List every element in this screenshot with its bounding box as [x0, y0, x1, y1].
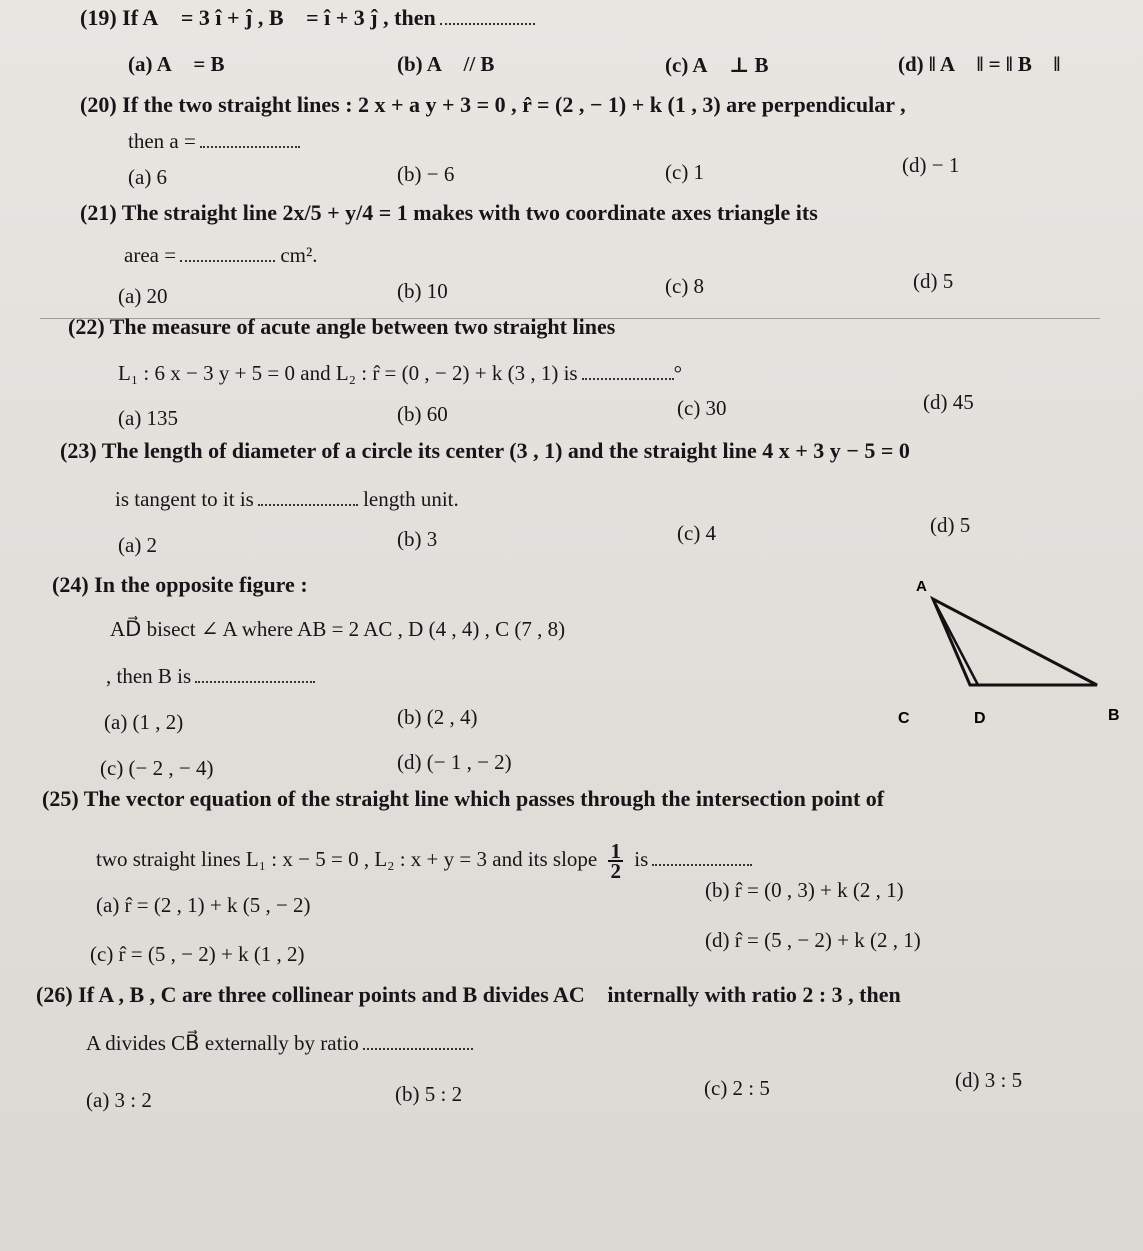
q21-stem-2-text: area = [124, 243, 177, 267]
q23-stem: (23) The length of diameter of a circle its center (3 , 1) and the straight line 4 x + 3 y − 5 = 0 [60, 438, 910, 463]
q21-option-a[interactable]: (a) 20 [118, 284, 168, 308]
q23-option-c[interactable]: (c) 4 [677, 521, 717, 545]
q24-option-d[interactable]: (d) (− 1 , − 2) [397, 750, 512, 774]
q24-stem-2: AD⃗ bisect ∠ A where AB = 2 AC , D (4 , 4) , C (7 , 8) [110, 617, 566, 641]
q24-option-a[interactable]: (a) (1 , 2) [104, 710, 184, 734]
triangle-outline [933, 599, 1097, 685]
q21-stem: (21) The straight line 2x/5 + y/4 = 1 makes with two coordinate axes triangle its [80, 200, 818, 225]
vertex-label-d: D [974, 710, 986, 725]
q22-blank [582, 364, 674, 380]
q26-stem: (26) If A , B , C are three collinear points and B divides AC⃗ internally with ratio 2 : 3 , then [36, 982, 901, 1007]
q19-option-b[interactable]: (b) A⃗ // B⃗ [397, 52, 511, 76]
q21-option-c[interactable]: (c) 8 [665, 274, 705, 298]
q21-option-d[interactable]: (d) 5 [913, 269, 954, 293]
q25-option-d[interactable]: (d) r̂ = (5 , − 2) + k (2 , 1) [705, 928, 921, 952]
q26-option-a[interactable]: (a) 3 : 2 [86, 1088, 152, 1112]
q21-blank [180, 246, 275, 262]
q24-blank [195, 667, 315, 683]
q19-option-a[interactable]: (a) A⃗ = B⃗ [128, 52, 241, 76]
q25-stem-2 [96, 839, 752, 883]
q20-stem-2 [128, 128, 300, 154]
q23-stem-2 [115, 486, 459, 512]
q26-stem-2 [86, 1030, 473, 1056]
q25-fraction-denominator: 2 [610, 859, 621, 883]
q25-option-b[interactable]: (b) r̂ = (0 , 3) + k (2 , 1) [705, 878, 904, 902]
q21-unit: cm². [280, 243, 318, 267]
vertex-label-c: C [898, 710, 910, 725]
q20-stem: (20) If the two straight lines : 2 x + a y + 3 = 0 , r̂ = (2 , − 1) + k (1 , 3) are perpendicular , [80, 92, 906, 117]
q20-option-c[interactable]: (c) 1 [665, 160, 705, 184]
q23-stem-2-text: is tangent to it is [115, 487, 254, 511]
q25-option-a[interactable]: (a) r̂ = (2 , 1) + k (5 , − 2) [96, 893, 311, 917]
q22-stem-2 [118, 360, 682, 386]
q25-stem-2-tail: is [634, 846, 649, 871]
q25-fraction-numerator: 1 [610, 839, 621, 863]
q23-blank [258, 490, 358, 506]
q25-stem-2-text: two straight lines L₁ : x − 5 = 0 , L₂ : x + y = 3 and its slope [96, 846, 598, 871]
q22-option-a[interactable]: (a) 135 [118, 406, 179, 430]
q20-blank [200, 132, 300, 148]
q23-option-b[interactable]: (b) 3 [397, 527, 438, 551]
q20-option-b[interactable]: (b) − 6 [397, 162, 455, 186]
q23-option-a[interactable]: (a) 2 [118, 533, 158, 557]
q23-option-d[interactable]: (d) 5 [930, 513, 971, 537]
q26-blank [363, 1034, 473, 1050]
q22-option-c[interactable]: (c) 30 [677, 396, 727, 420]
q23-stem-2-tail: length unit. [363, 487, 459, 511]
q21-option-b[interactable]: (b) 10 [397, 279, 448, 303]
q26-option-b[interactable]: (b) 5 : 2 [395, 1082, 463, 1106]
q19-stem-text: (19) If A⃗ = 3 î + ĵ , B⃗ = î + 3 ĵ , then [80, 5, 436, 30]
q22-option-b[interactable]: (b) 60 [397, 402, 448, 426]
q22-degree-sign: ° [673, 361, 682, 385]
q24-stem-3 [106, 663, 315, 689]
q25-slope-fraction [608, 839, 623, 883]
q20-option-d[interactable]: (d) − 1 [902, 153, 960, 177]
q24-triangle-figure [880, 575, 1120, 725]
q25-stem: (25) The vector equation of the straight line which passes through the intersection point of [42, 786, 885, 811]
q19-option-c[interactable]: (c) A⃗ ⊥ B⃗ [665, 53, 785, 77]
q22-stem: (22) The measure of acute angle between two straight lines [68, 314, 616, 339]
q26-stem-2-text: A divides CB⃗ externally by ratio [86, 1031, 359, 1055]
q22-option-d[interactable]: (d) 45 [923, 390, 974, 414]
q20-option-a[interactable]: (a) 6 [128, 165, 168, 189]
q19-blank [440, 9, 535, 25]
q24-option-c[interactable]: (c) (− 2 , − 4) [100, 756, 214, 780]
vertex-label-a: A [916, 578, 927, 595]
q25-blank [652, 850, 752, 866]
q24-stem-3-text: , then B is [106, 664, 192, 688]
q19-option-d[interactable]: (d) ‖ A⃗ ‖ = ‖ B⃗ ‖ [898, 52, 1061, 76]
q22-stem-2-text: L₁ : 6 x − 3 y + 5 = 0 and L₂ : r̂ = (0 , − 2) + k (3 , 1) is [118, 361, 578, 385]
q25-option-c[interactable]: (c) r̂ = (5 , − 2) + k (1 , 2) [90, 942, 305, 966]
q24-option-b[interactable]: (b) (2 , 4) [397, 705, 478, 729]
q19-stem [80, 5, 535, 31]
vertex-label-b: B [1108, 707, 1120, 724]
q26-option-d[interactable]: (d) 3 : 5 [955, 1068, 1023, 1092]
q26-option-c[interactable]: (c) 2 : 5 [704, 1076, 770, 1100]
q24-stem: (24) In the opposite figure : [52, 572, 308, 597]
q20-stem-2-text: then a = [128, 129, 196, 153]
q21-stem-2 [124, 242, 318, 268]
